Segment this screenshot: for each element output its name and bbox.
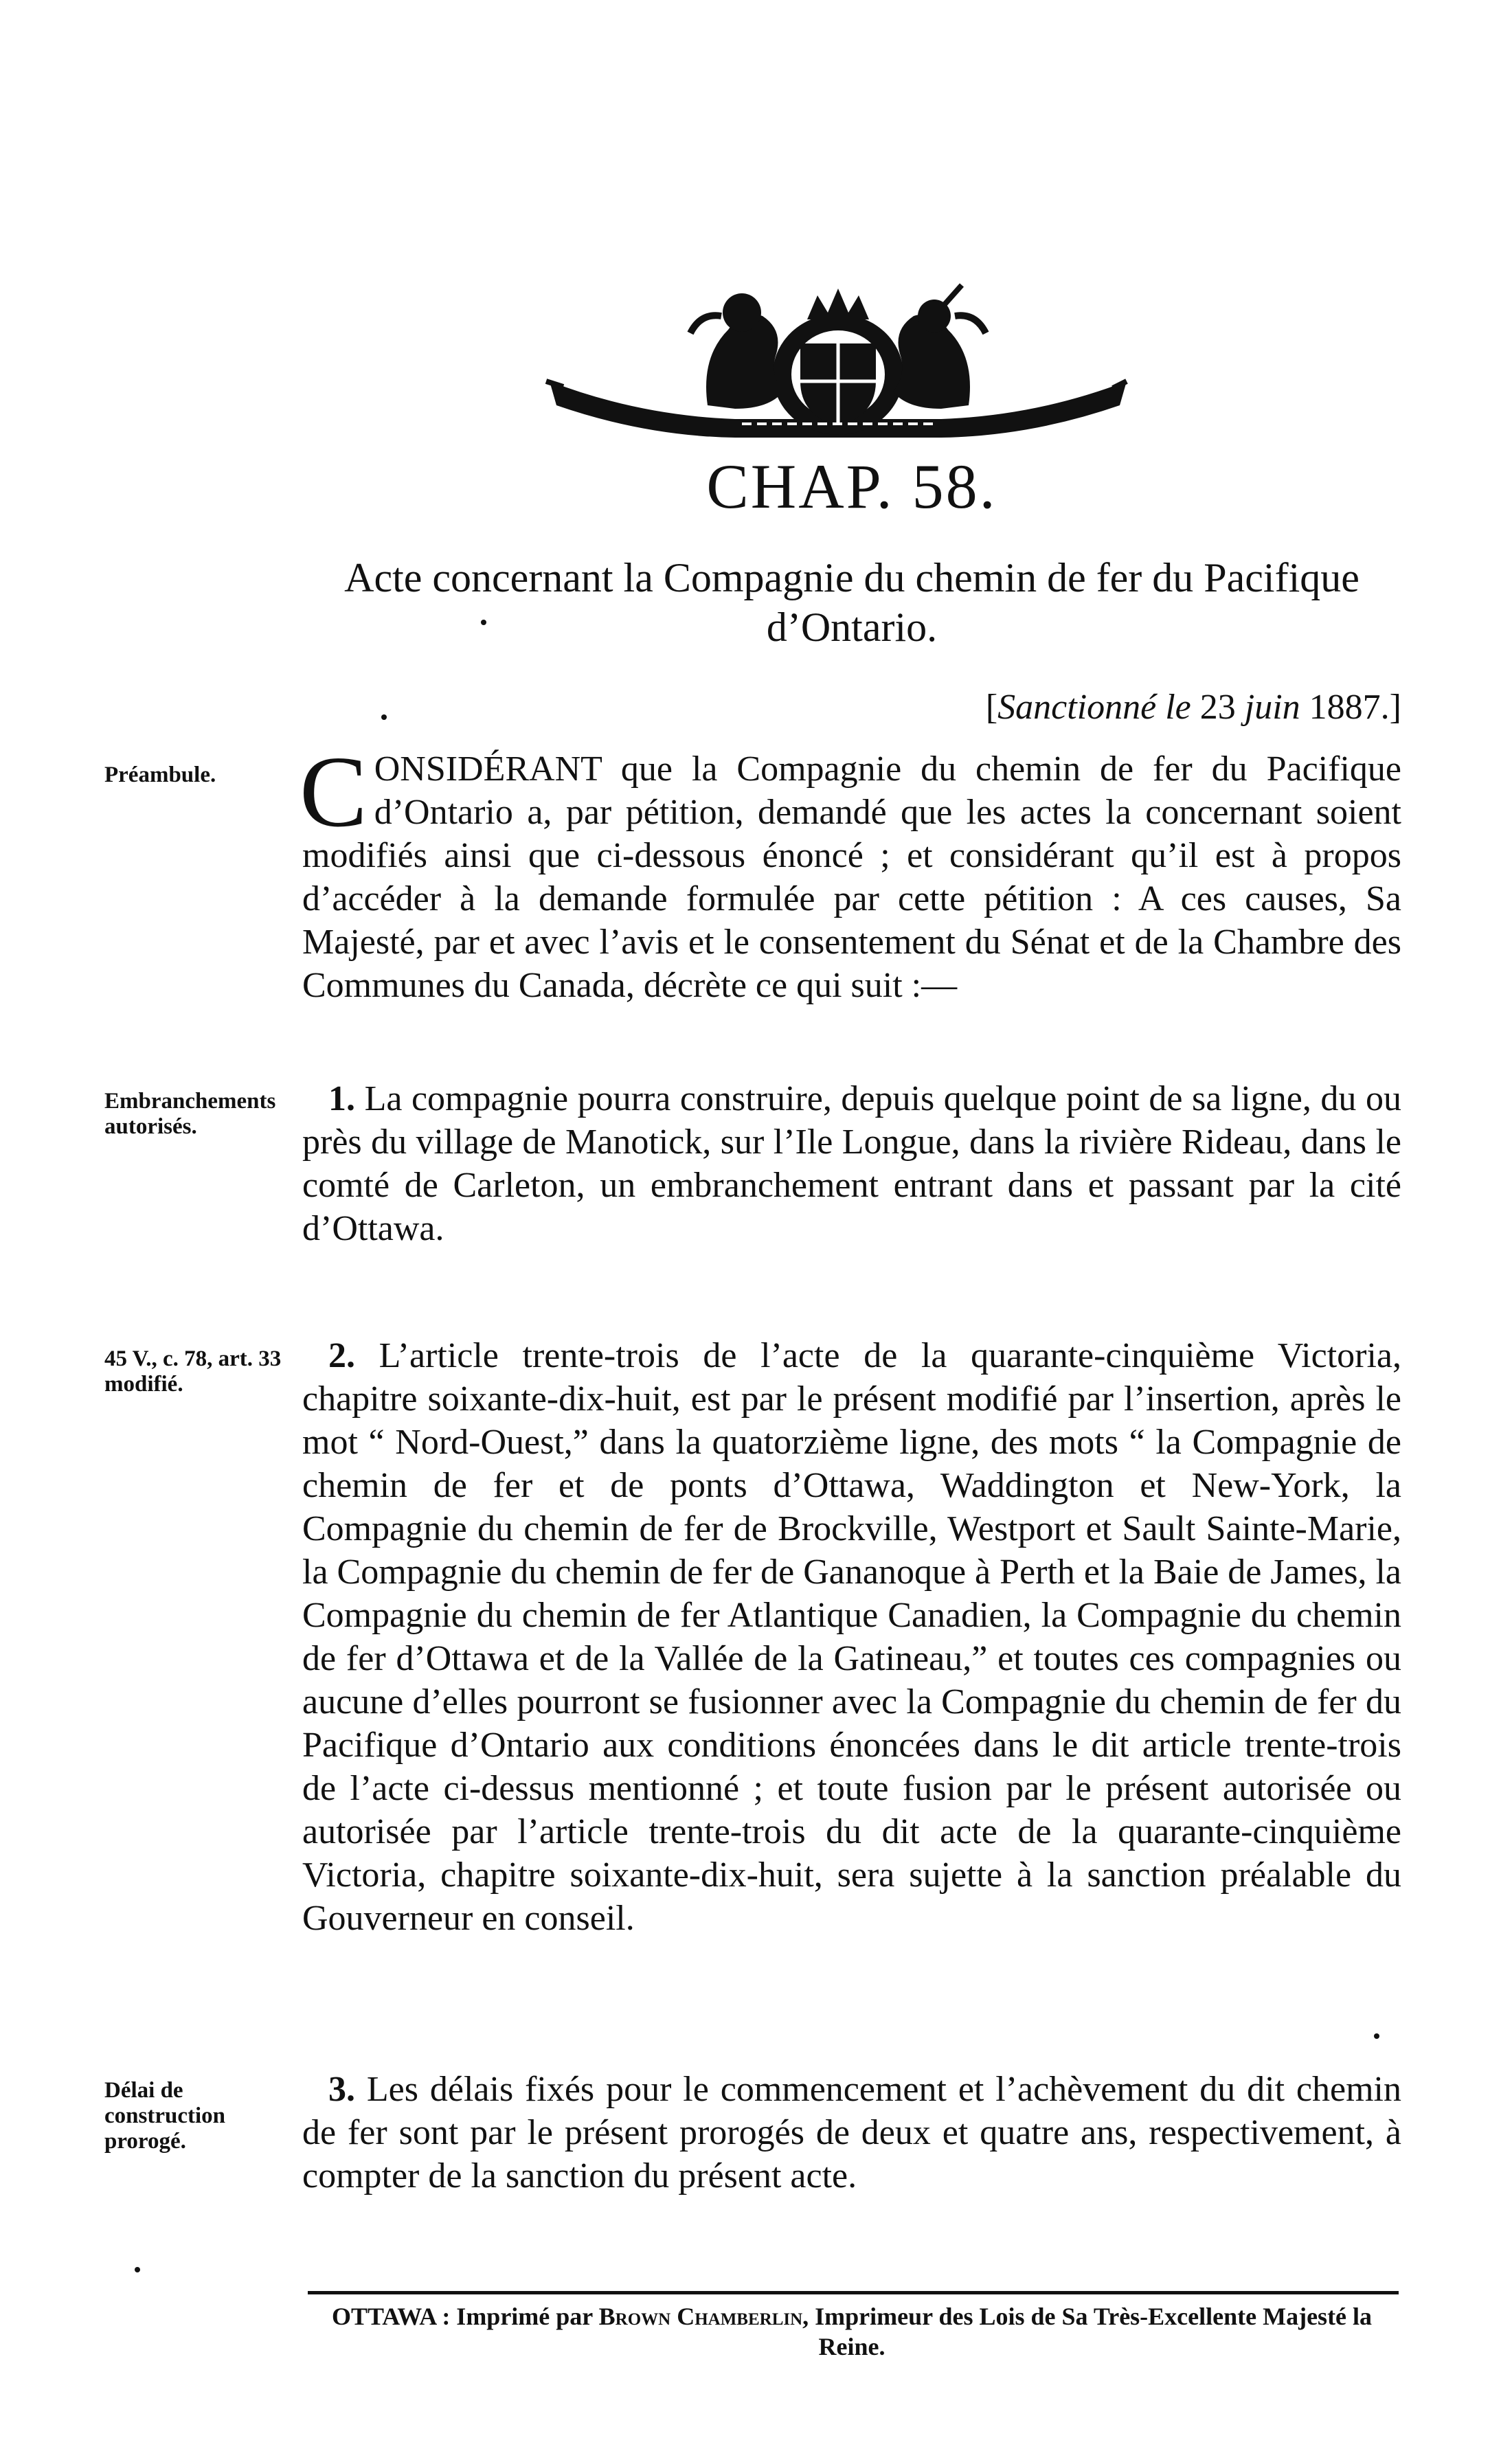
marginal-note-section-2: 45 V., c. 78, art. 33 modifié. <box>104 1346 282 1397</box>
sanction-date: [Sanctionné le 23 juin 1887.] <box>985 688 1401 727</box>
section-number: 1. <box>328 1079 355 1118</box>
stray-mark <box>135 2267 140 2272</box>
marginal-note-preamble: Préambule. <box>104 763 216 787</box>
chapter-heading: CHAP. 58. <box>706 451 997 521</box>
marginal-note-section-3: Délai de construction prorogé. <box>104 2078 225 2154</box>
section-1-paragraph: 1. La compagnie pourra construire, depuis quelque point de sa ligne, du ou près du village de Manotick, sur l’Ile Longue, dans la rivière Rideau, dans le comté de Carleton, un embranchement entrant dans et passant par la cité d’Ottawa. <box>302 1079 1401 1248</box>
stray-mark <box>381 714 387 720</box>
section-number: 2. <box>328 1336 355 1375</box>
stray-mark <box>1374 2033 1379 2039</box>
section-number: 3. <box>328 2070 355 2109</box>
printer-imprint: OTTAWA : Imprimé par Brown Chamberlin, Imprimeur des Lois de Sa Très-Excellente Majesté la Reine. <box>331 2303 1373 2360</box>
drop-cap: C <box>300 736 368 848</box>
preamble-paragraph: CONSIDÉRANT que la Compagnie du chemin de fer du Pacifique d’Ontario a, par pétition, demandé que les actes la concernant soient modifiés ainsi que ci-dessous énoncé ; et considérant qu’il est à propos d’accéder à la demande formulée par cette pétition : A ces causes, Sa Majesté, par et avec l’avis et le consentement du Sénat et de la Chambre des Communes du Canada, décrète ce qui suit :— <box>300 736 1401 1005</box>
section-3-paragraph: 3. Les délais fixés pour le commencement et l’achèvement du dit chemin de fer sont par le présent prorogés de deux et quatre ans, respectivement, à compter de la sanction du présent acte. <box>302 2070 1401 2196</box>
stray-mark <box>481 620 486 625</box>
royal-coat-of-arms-icon <box>536 278 1140 440</box>
footer-rule <box>308 2291 1399 2294</box>
marginal-note-section-1: Embranchements autorisés. <box>104 1089 276 1139</box>
act-title: Acte concernant la Compagnie du chemin de fer du Pacifique d’Ontario. <box>344 555 1359 650</box>
section-2-paragraph: 2. L’article trente-trois de l’acte de la quarante-cinquième Victoria, chapitre soixante-dix-huit, est par le présent modifié par l’insertion, après le mot “ Nord-Ouest,” dans la quatorzième ligne, des mots “ la Compagnie de chemin de fer et de ponts d’Ottawa, Waddington et New-York, la Compagnie du chemin de fer de Brockville, Westport et Sault Sainte-Marie, la Compagnie du chemin de fer de Gananoque à Perth et la Baie de James, la Compagnie du chemin de fer Atlantique Canadien, la Compagnie du chemin de fer d’Ottawa et de la Vallée de la Gatineau,” et toutes ces compagnies ou aucune d’elles pourront se fusionner avec la Compagnie du chemin de fer du Pacifique d’Ontario aux conditions énoncées dans le dit article trente-trois de l’acte ci-dessus mentionné ; et toute fusion par le présent autorisée ou autorisée par l’article trente-trois du dit acte de la quarante-cinquième Victoria, chapitre soixante-dix-huit, sera sujette à la sanction préalable du Gouverneur en conseil. <box>302 1336 1401 1938</box>
